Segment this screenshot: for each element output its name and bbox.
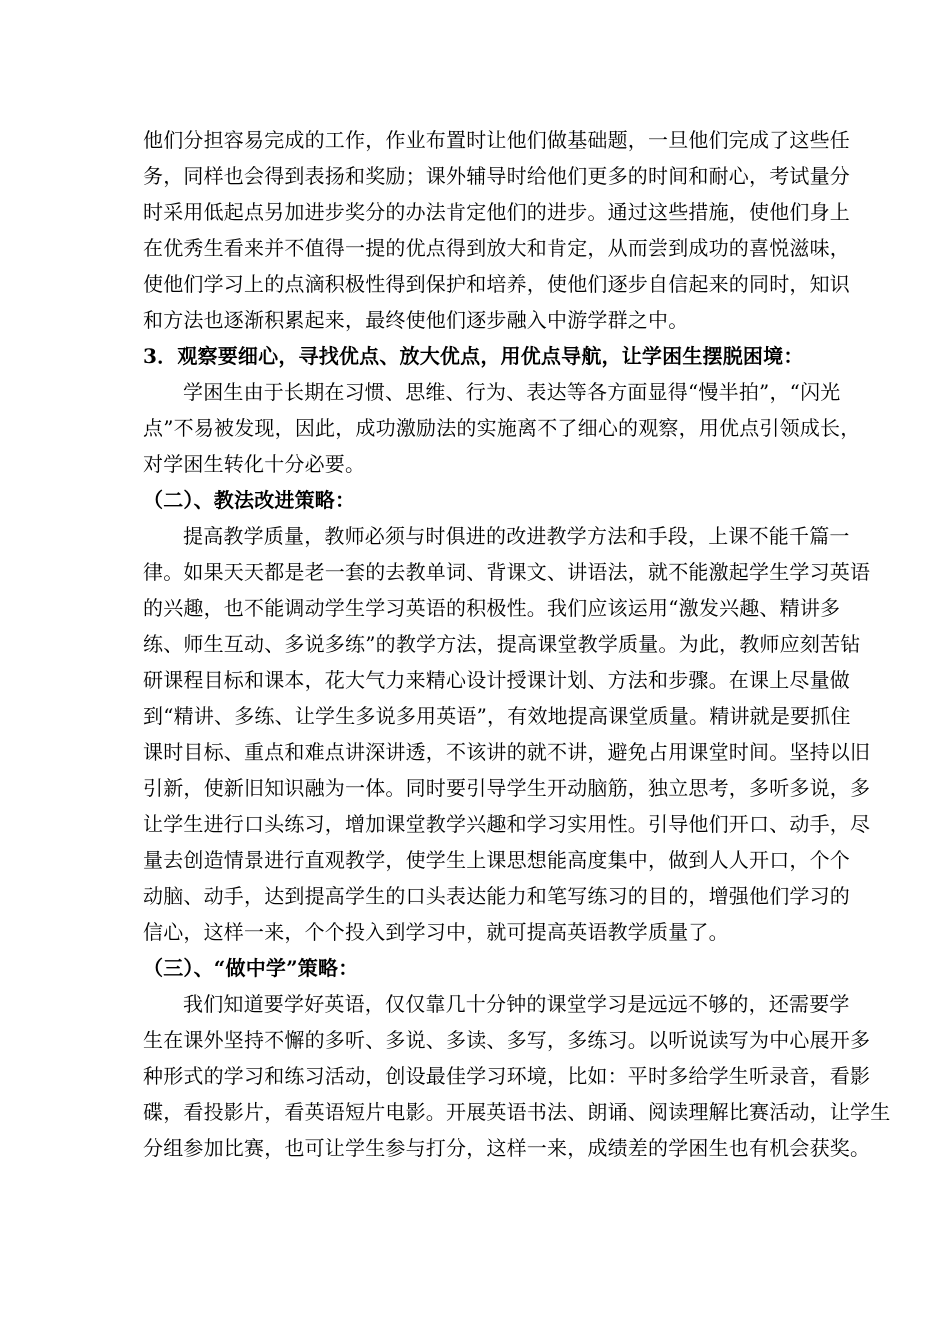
text-line: 碟，看投影片，看英语短片电影。开展英语书法、朗诵、阅读理解比赛活动，让学生 xyxy=(143,1100,891,1124)
text-line: 练、师生互动、多说多练”的教学方法，提高课堂教学质量。为此，教师应刻苦钻 xyxy=(143,632,861,656)
text-line: 律。如果天天都是老一套的去教单词、背课文、讲语法，就不能激起学生学习英语 xyxy=(143,560,871,584)
text-line: 他们分担容易完成的工作，作业布置时让他们做基础题，一旦他们完成了这些任 xyxy=(143,128,850,152)
text-line: 生在课外坚持不懈的多听、多说、多读、多写，多练习。以听说读写为中心展开多 xyxy=(143,1028,871,1052)
text-line: 分组参加比赛，也可让学生参与打分，这样一来，成绩差的学困生也有机会获奖。 xyxy=(143,1136,871,1160)
text-line: 信心，这样一来，个个投入到学习中，就可提高英语教学质量了。 xyxy=(143,920,729,944)
text-line: 在优秀生看来并不值得一提的优点得到放大和肯定，从而尝到成功的喜悦滋味， xyxy=(143,236,850,260)
text-line: 时采用低起点另加进步奖分的办法肯定他们的进步。通过这些措施，使他们身上 xyxy=(143,200,850,224)
text-line: 量去创造情景进行直观教学，使学生上课思想能高度集中，做到人人开口，个个 xyxy=(143,848,850,872)
text-line: 种形式的学习和练习活动，创设最佳学习环境，比如：平时多给学生听录音，看影 xyxy=(143,1064,871,1088)
text-line: 我们知道要学好英语，仅仅靠几十分钟的课堂学习是远远不够的，还需要学 xyxy=(183,992,850,1016)
text-line: 课时目标、重点和难点讲深讲透，不该讲的就不讲，避免占用课堂时间。坚持以旧 xyxy=(143,740,871,764)
text-line: 引新，使新旧知识融为一体。同时要引导学生开动脑筋，独立思考，多听多说，多 xyxy=(143,776,871,800)
section-heading: 3．观察要细心，寻找优点、放大优点，用优点导航，让学困生摆脱困境： xyxy=(143,344,804,368)
section-heading: （三）、“做中学”策略： xyxy=(143,956,359,980)
text-line: 和方法也逐渐积累起来，最终使他们逐步融入中游学群之中。 xyxy=(143,308,689,332)
text-line: 对学困生转化十分必要。 xyxy=(143,452,366,476)
text-line: 到“精讲、多练、让学生多说多用英语”，有效地提高课堂质量。精讲就是要抓住 xyxy=(143,704,851,728)
text-line: 使他们学习上的点滴积极性得到保护和培养，使他们逐步自信起来的同时，知识 xyxy=(143,272,850,296)
text-line: 让学生进行口头练习，增加课堂教学兴趣和学习实用性。引导他们开口、动手，尽 xyxy=(143,812,871,836)
text-line: 学困生由于长期在习惯、思维、行为、表达等各方面显得“慢半拍”，“闪光 xyxy=(183,380,841,404)
section-heading: （二）、教法改进策略： xyxy=(143,488,356,512)
text-line: 动脑、动手，达到提高学生的口头表达能力和笔写练习的目的，增强他们学习的 xyxy=(143,884,850,908)
text-line: 务，同样也会得到表扬和奖励；课外辅导时给他们更多的时间和耐心，考试量分 xyxy=(143,164,850,188)
text-line: 提高教学质量，教师必须与时俱进的改进教学方法和手段，上课不能千篇一 xyxy=(183,524,850,548)
text-line: 的兴趣，也不能调动学生学习英语的积极性。我们应该运用“激发兴趣、精讲多 xyxy=(143,596,841,620)
text-line: 点”不易被发现，因此，成功激励法的实施离不了细心的观察，用优点引领成长， xyxy=(143,416,861,440)
text-line: 研课程目标和课本，花大气力来精心设计授课计划、方法和步骤。在课上尽量做 xyxy=(143,668,850,692)
